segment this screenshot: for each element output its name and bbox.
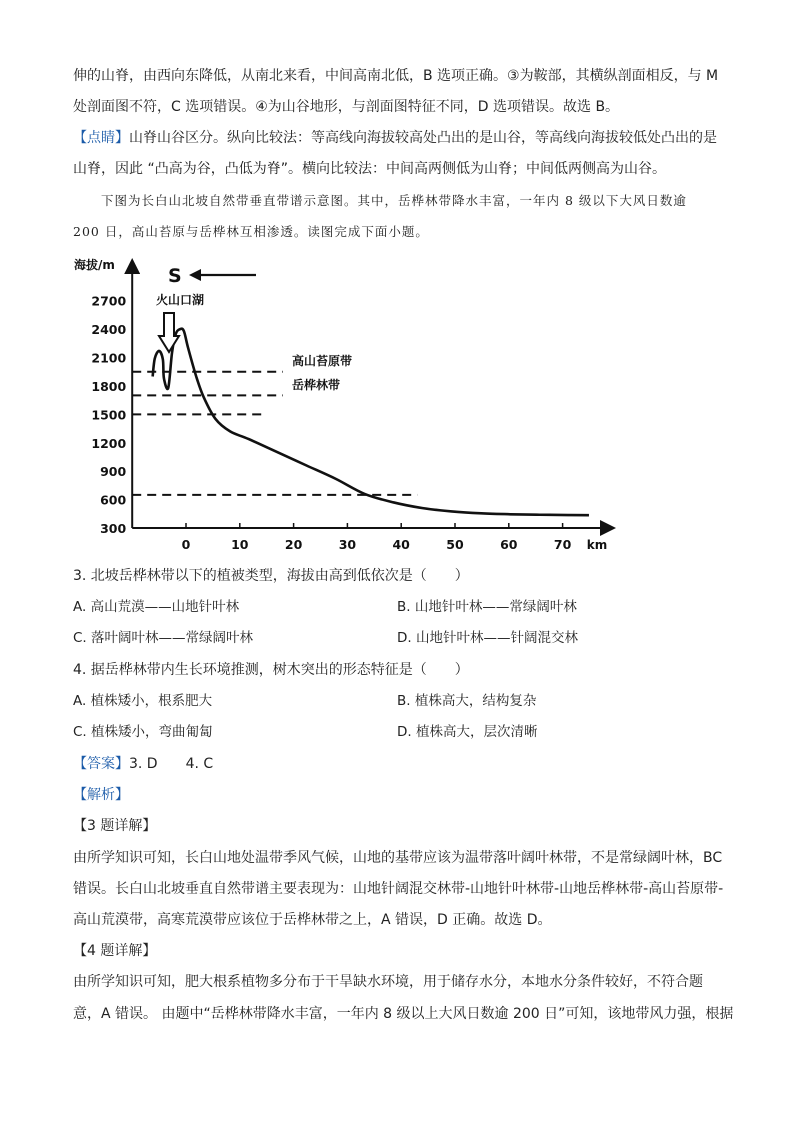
direction-label: S [168, 265, 182, 287]
y-axis-label: 海拔/m [74, 258, 115, 272]
detail-3-line: 由所学知识可知，长白山地处温带季风气候，山地的基带应该为温带落叶阔叶林带，不是常绿阔叶林，BC [73, 850, 723, 866]
q3-option-c[interactable]: C. 落叶阔叶林——常绿阔叶林 [73, 630, 254, 646]
chart-dashed-levels [132, 372, 417, 495]
y-tick-label: 1200 [91, 435, 127, 451]
q3-option-a[interactable]: A. 高山荒漠——山地针叶林 [73, 599, 240, 615]
y-tick-label: 1800 [91, 378, 127, 394]
answer-line [73, 753, 723, 775]
paragraph-line: 处剖面图不符，C 选项错误。④为山谷地形，与剖面图特征不同，D 选项错误。故选 B。 [73, 99, 620, 115]
detail-3-tag: 【3 题详解】 [73, 818, 157, 834]
x-tick-label: 60 [500, 537, 518, 552]
answer-text: 3. D 4. C [129, 756, 214, 772]
chart-annotations [74, 257, 607, 552]
y-tick-label: 2400 [91, 322, 127, 338]
detail-4-tag: 【4 题详解】 [73, 943, 157, 959]
tundra-belt-label: 高山苔原带 [292, 354, 353, 369]
x-tick-label: 70 [553, 537, 572, 552]
direction-arrow-icon [189, 269, 256, 281]
paragraph-line: 山脊，因此 “凸高为谷，凸低为脊”。横向比较法：中间高两侧低为山脊；中间低两侧高为山谷。 [73, 161, 666, 177]
chart-profile [153, 329, 589, 516]
x-tick-label: 0 [181, 537, 191, 552]
detail-4-line: 意，A 错误。 由题中“岳桦林带降水丰富，一年内 8 级以上大风日数逾 200 日”可知，该地带风力强，根据 [73, 1006, 734, 1022]
tip-paragraph [73, 127, 723, 149]
vertical-zonation-chart [68, 252, 628, 557]
tip-text: 山脊山谷区分。纵向比较法：等高线向海拔较高处凸出的是山谷，等高线向海拔较低处凸出的是 [129, 130, 717, 146]
detail-3-line: 高山荒漠带，高寒荒漠带应该位于岳桦林带之上，A 错误，D 正确。故选 D。 [73, 912, 552, 928]
x-axis-label: km [586, 538, 608, 552]
y-tick-label: 300 [100, 521, 127, 536]
q4-option-b[interactable]: B. 植株高大，结构复杂 [397, 693, 537, 709]
profile-line [153, 329, 589, 516]
y-tick-label: 2100 [91, 350, 127, 366]
y-tick-label: 1500 [91, 407, 127, 423]
birch-belt-label: 岳桦林带 [292, 377, 341, 392]
tip-tag: 【点睛】 [73, 130, 129, 146]
y-tick-label: 600 [100, 492, 127, 508]
detail-4-line: 由所学知识可知，肥大根系植物多分布于干旱缺水环境，用于储存水分，本地水分条件较好，不符合题 [73, 974, 703, 990]
y-tick-label: 900 [100, 464, 127, 480]
intro-line: 200 日，高山苔原与岳桦林互相渗透。读图完成下面小题。 [73, 224, 429, 239]
crater-lake-label: 火山口湖 [156, 293, 205, 307]
x-tick-label: 10 [231, 537, 249, 552]
x-tick-label: 40 [392, 537, 410, 552]
answer-tag: 【答案】 [73, 756, 129, 772]
q3-option-d[interactable]: D. 山地针叶林——针阔混交林 [397, 630, 578, 646]
q4-option-a[interactable]: A. 植株矮小，根系肥大 [73, 693, 213, 709]
x-tick-label: 30 [338, 537, 357, 552]
question-4-stem: 4. 据岳桦林带内生长环境推测，树木突出的形态特征是（ ） [73, 662, 469, 678]
question-3-stem: 3. 北坡岳桦林带以下的植被类型，海拔由高到低依次是（ ） [73, 568, 469, 584]
analysis-tag: 【解析】 [73, 787, 129, 803]
intro-line: 下图为长白山北坡自然带垂直带谱示意图。其中，岳桦林带降水丰富，一年内 8 级以下大风日数逾 [101, 193, 687, 208]
q4-option-d[interactable]: D. 植株高大，层次清晰 [397, 724, 538, 740]
arrow-head [189, 269, 201, 281]
paragraph-line: 伸的山脊，由西向东降低，从南北来看，中间高南北低，B 选项正确。③为鞍部，其横纵剖面相反，与 M [73, 68, 719, 84]
q3-option-b[interactable]: B. 山地针叶林——常绿阔叶林 [397, 599, 577, 615]
y-tick-label: 2700 [91, 293, 127, 309]
x-tick-label: 50 [446, 537, 464, 552]
x-tick-label: 20 [284, 537, 303, 552]
q4-option-c[interactable]: C. 植株矮小，弯曲匍匐 [73, 724, 213, 740]
detail-3-line: 错误。长白山北坡垂直自然带谱主要表现为：山地针阔混交林带-山地针叶林带-山地岳桦林带-高山苔原带- [73, 881, 724, 897]
